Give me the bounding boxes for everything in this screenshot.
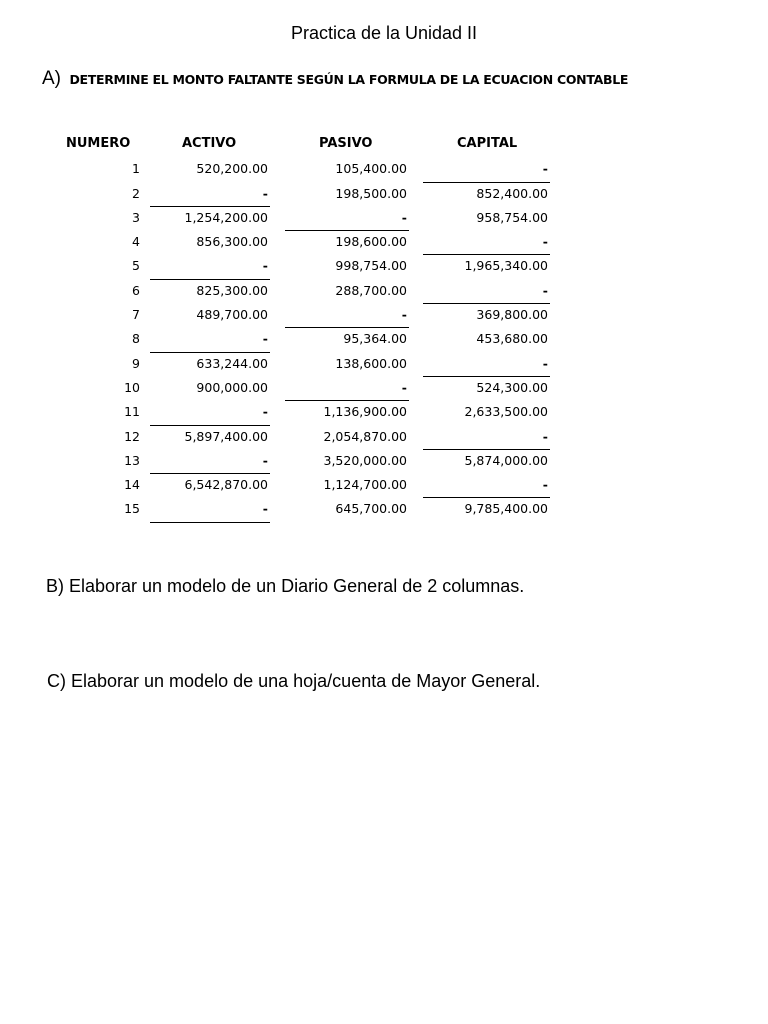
row-pasivo: 1,136,900.00 <box>323 404 407 420</box>
row-capital: 5,874,000.00 <box>464 452 548 468</box>
row-pasivo: - <box>285 377 409 401</box>
row-numero: 14 <box>124 477 140 493</box>
row-capital: 2,633,500.00 <box>464 404 548 420</box>
row-capital: 958,754.00 <box>476 209 548 225</box>
row-activo: 5,897,400.00 <box>184 428 268 444</box>
page-title: Practica de la Unidad II <box>290 23 478 43</box>
row-capital: - <box>423 474 550 498</box>
table-row <box>66 183 556 207</box>
table-row <box>66 353 556 377</box>
row-numero: 12 <box>124 428 140 444</box>
row-numero: 4 <box>132 234 140 250</box>
row-numero: 2 <box>132 185 140 201</box>
table-row <box>66 426 556 450</box>
table-row <box>66 207 556 231</box>
header-capital: CAPITAL <box>457 136 518 151</box>
row-pasivo: 998,754.00 <box>335 258 407 274</box>
row-numero: 15 <box>124 501 140 517</box>
table-row <box>66 280 556 304</box>
row-activo: - <box>150 450 270 474</box>
table-row <box>66 255 556 279</box>
row-numero: 11 <box>124 404 140 420</box>
table-row <box>66 377 556 401</box>
table-row <box>66 450 556 474</box>
row-numero: 1 <box>132 161 140 177</box>
table-row <box>66 231 556 255</box>
row-pasivo: 198,500.00 <box>335 185 407 201</box>
row-numero: 13 <box>124 452 140 468</box>
row-numero: 10 <box>124 379 140 395</box>
row-capital: 369,800.00 <box>476 307 548 323</box>
row-activo: 489,700.00 <box>196 307 268 323</box>
section-a <box>42 68 628 90</box>
header-numero: NUMERO <box>66 136 131 151</box>
row-capital: - <box>423 231 550 255</box>
row-activo: 900,000.00 <box>196 379 268 395</box>
row-pasivo: 2,054,870.00 <box>323 428 407 444</box>
row-pasivo: 3,520,000.00 <box>323 452 407 468</box>
row-numero: 5 <box>132 258 140 274</box>
row-activo: 1,254,200.00 <box>184 209 268 225</box>
header-activo: ACTIVO <box>182 136 237 151</box>
row-activo: - <box>150 328 270 352</box>
table-body <box>66 158 556 522</box>
accounting-equation-table <box>66 134 556 523</box>
row-activo: 825,300.00 <box>196 282 268 298</box>
table-row <box>66 304 556 328</box>
row-pasivo: 288,700.00 <box>335 282 407 298</box>
row-numero: 9 <box>132 355 140 371</box>
row-capital: 453,680.00 <box>476 331 548 347</box>
row-numero: 7 <box>132 307 140 323</box>
row-activo: 520,200.00 <box>196 161 268 177</box>
row-capital: 9,785,400.00 <box>464 501 548 517</box>
table-header <box>66 134 556 158</box>
row-capital: - <box>423 280 550 304</box>
table-row <box>66 474 556 498</box>
row-activo: - <box>150 255 270 279</box>
table-row <box>66 401 556 425</box>
row-activo: 6,542,870.00 <box>184 477 268 493</box>
row-pasivo: 105,400.00 <box>335 161 407 177</box>
header-pasivo: PASIVO <box>319 136 373 151</box>
row-numero: 6 <box>132 282 140 298</box>
table-row <box>66 498 556 522</box>
row-pasivo: 138,600.00 <box>335 355 407 371</box>
row-pasivo: 645,700.00 <box>335 501 407 517</box>
table-row <box>66 158 556 182</box>
row-capital: 852,400.00 <box>476 185 548 201</box>
section-c: C) Elaborar un modelo de una hoja/cuenta de Mayor General. <box>47 671 541 691</box>
row-numero: 8 <box>132 331 140 347</box>
row-capital: - <box>423 426 550 450</box>
row-activo: - <box>150 498 270 522</box>
row-capital: - <box>423 158 550 182</box>
row-pasivo: 95,364.00 <box>343 331 407 347</box>
row-pasivo: 198,600.00 <box>335 234 407 250</box>
row-capital: 524,300.00 <box>476 379 548 395</box>
row-capital: 1,965,340.00 <box>464 258 548 274</box>
row-numero: 3 <box>132 209 140 225</box>
row-activo: 633,244.00 <box>196 355 268 371</box>
section-a-letter: A) <box>42 68 61 89</box>
row-activo: - <box>150 401 270 425</box>
section-a-instruction: DETERMINE EL MONTO FALTANTE SEGÚN LA FORMULA DE LA ECUACION CONTABLE <box>69 72 629 87</box>
row-pasivo: 1,124,700.00 <box>323 477 407 493</box>
table-row <box>66 328 556 352</box>
row-capital: - <box>423 353 550 377</box>
row-activo: - <box>150 183 270 207</box>
row-activo: 856,300.00 <box>196 234 268 250</box>
row-pasivo: - <box>285 207 409 231</box>
section-b: B) Elaborar un modelo de un Diario General de 2 columnas. <box>46 576 525 596</box>
row-pasivo: - <box>285 304 409 328</box>
